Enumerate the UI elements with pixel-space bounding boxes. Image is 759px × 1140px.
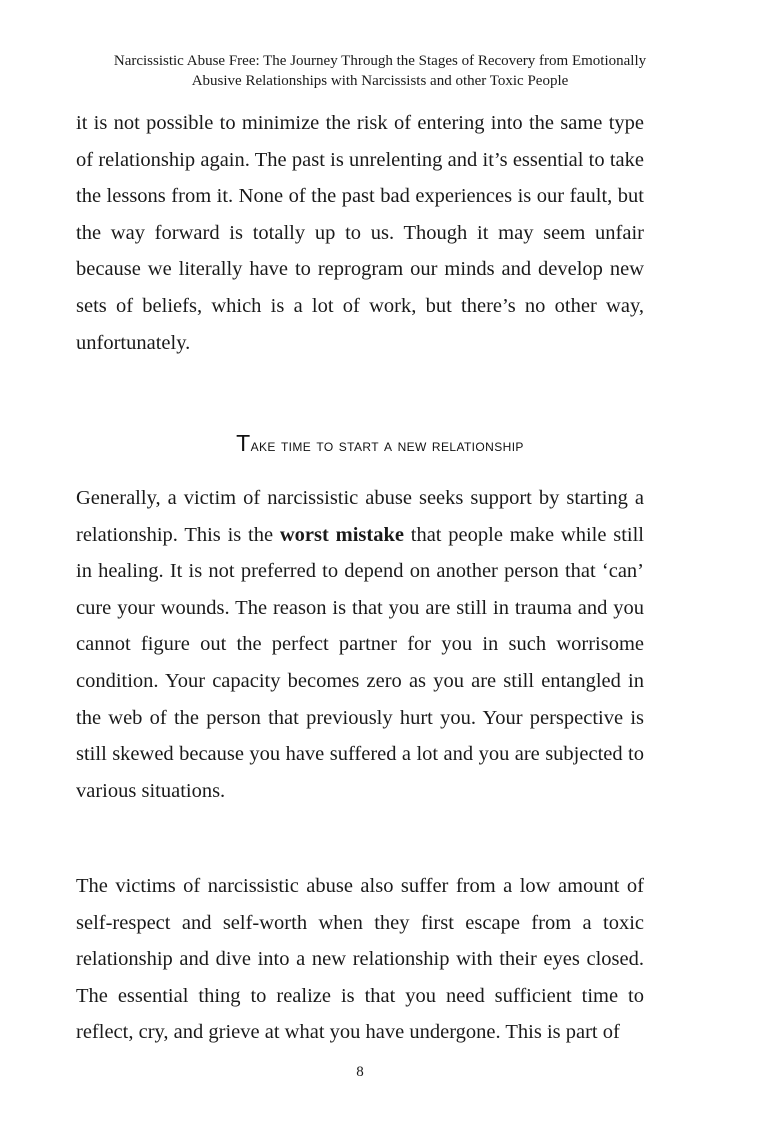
section-heading [60,430,700,457]
section-heading-initial: T [236,430,251,456]
body-paragraph-1: it is not possible to minimize the risk of entering into the same type of relationship again. The past is unrelenting and it’s essential to take the lessons from it. None of the past bad experiences is our fault, but the way forward is totally up to us. Though it may seem unfair because we literally have to reprogram our minds and develop new sets of beliefs, which is a lot of work, but there’s no other way, unfortunately. [76,112,644,354]
running-header-line-1: Narcissistic Abuse Free: The Journey Through the Stages of Recovery from Emotionally [113,53,647,69]
body-paragraph-2 [76,480,644,809]
page-number: 8 [356,1064,364,1080]
paragraph-2-text-before: Generally, a victim of narcissistic abuse seeks support by starting a relationship. This is the [76,487,644,546]
paragraph-2-bold-phrase: worst mistake [279,523,404,546]
body-paragraph-3: The victims of narcissistic abuse also suffer from a low amount of self-respect and self-worth when they first escape from a toxic relationship and dive into a new relationship with their eyes closed. The essential thing to realize is that you need sufficient time to reflect, cry, and grieve at what you have undergone. This is part of [76,875,644,1044]
paragraph-2-text-after: that people make while still in healing. It is not preferred to depend on another person that ‘can’ cure your wounds. The reason is that you are still in trauma and you cannot figure out the perfect partner for you in such worrisome condition. Your capacity becomes zero as you are still entangled in the web of the person that previously hurt you. Your perspective is still skewed because you have suffered a lot and you are subjected to various situations. [76,523,644,802]
section-heading-rest: ake time to start a new relationship [250,436,524,455]
running-header-line-2: Abusive Relationships with Narcissists and other Toxic People [191,73,569,89]
running-header [60,51,700,91]
